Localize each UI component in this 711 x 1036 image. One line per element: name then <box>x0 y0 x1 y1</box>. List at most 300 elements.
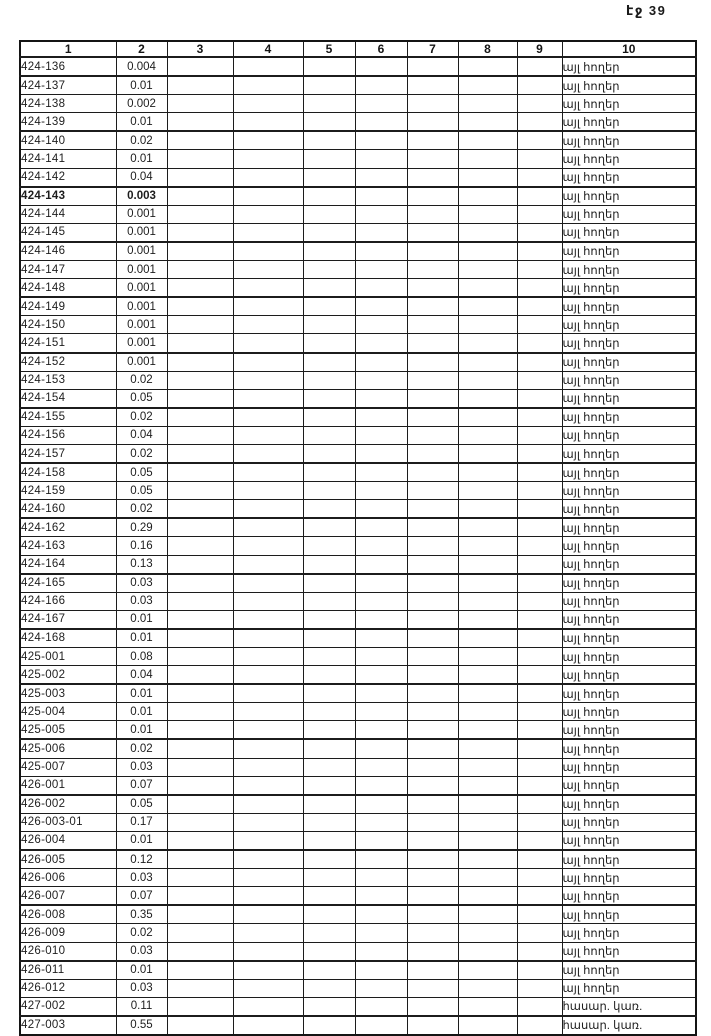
parcel-code-cell: 425-004 <box>20 703 116 721</box>
empty-cell <box>517 574 562 593</box>
empty-cell <box>458 389 517 408</box>
empty-cell <box>303 187 355 206</box>
land-type-cell: այլ հողեր <box>562 463 696 482</box>
empty-cell <box>355 463 407 482</box>
empty-cell <box>355 887 407 906</box>
empty-cell <box>517 482 562 500</box>
table-row <box>20 95 696 113</box>
empty-cell <box>233 113 303 132</box>
empty-cell <box>233 629 303 648</box>
empty-cell <box>355 482 407 500</box>
empty-cell <box>407 813 458 831</box>
empty-cell <box>458 979 517 997</box>
empty-cell <box>355 721 407 740</box>
empty-cell <box>407 131 458 150</box>
empty-cell <box>233 555 303 574</box>
empty-cell <box>233 961 303 980</box>
area-value-cell: 0.01 <box>116 113 167 132</box>
area-value-cell: 0.001 <box>116 223 167 242</box>
column-header-6: 6 <box>355 41 407 57</box>
empty-cell <box>407 482 458 500</box>
empty-cell <box>355 334 407 353</box>
land-type-cell: այլ հողեր <box>562 850 696 869</box>
land-type-cell: այլ հողեր <box>562 223 696 242</box>
table-row <box>20 131 696 150</box>
empty-cell <box>303 316 355 334</box>
land-type-cell: այլ հողեր <box>562 905 696 924</box>
table-row <box>20 57 696 76</box>
empty-cell <box>517 353 562 372</box>
empty-cell <box>458 666 517 685</box>
land-type-cell: այլ հողեր <box>562 316 696 334</box>
empty-cell <box>458 168 517 187</box>
area-value-cell: 0.12 <box>116 850 167 869</box>
table-row <box>20 610 696 629</box>
empty-cell <box>233 776 303 795</box>
empty-cell <box>407 961 458 980</box>
empty-cell <box>458 205 517 223</box>
table-row <box>20 666 696 685</box>
empty-cell <box>303 924 355 942</box>
land-type-cell: այլ հողեր <box>562 371 696 389</box>
area-value-cell: 0.01 <box>116 76 167 95</box>
empty-cell <box>517 831 562 850</box>
empty-cell <box>517 444 562 463</box>
empty-cell <box>407 444 458 463</box>
parcel-code-cell: 424-155 <box>20 408 116 427</box>
empty-cell <box>167 850 233 869</box>
table-row <box>20 795 696 814</box>
empty-cell <box>233 500 303 519</box>
empty-cell <box>517 666 562 685</box>
empty-cell <box>167 242 233 261</box>
empty-cell <box>517 76 562 95</box>
empty-cell <box>458 610 517 629</box>
empty-cell <box>355 131 407 150</box>
empty-cell <box>303 279 355 298</box>
empty-cell <box>167 444 233 463</box>
empty-cell <box>303 242 355 261</box>
empty-cell <box>303 997 355 1016</box>
empty-cell <box>517 961 562 980</box>
parcel-code-cell: 426-006 <box>20 869 116 887</box>
empty-cell <box>517 316 562 334</box>
empty-cell <box>517 95 562 113</box>
land-type-cell: հասար. կառ. <box>562 1016 696 1035</box>
land-type-cell: այլ հողեր <box>562 95 696 113</box>
empty-cell <box>233 426 303 444</box>
parcel-code-cell: 426-007 <box>20 887 116 906</box>
table-row <box>20 205 696 223</box>
empty-cell <box>233 518 303 537</box>
parcel-code-cell: 425-005 <box>20 721 116 740</box>
land-type-cell: այլ հողեր <box>562 648 696 666</box>
land-type-cell: այլ հողեր <box>562 666 696 685</box>
column-header-5: 5 <box>303 41 355 57</box>
empty-cell <box>233 850 303 869</box>
area-value-cell: 0.02 <box>116 371 167 389</box>
table-row <box>20 850 696 869</box>
empty-cell <box>458 223 517 242</box>
empty-cell <box>517 205 562 223</box>
empty-cell <box>303 389 355 408</box>
area-value-cell: 0.001 <box>116 261 167 279</box>
empty-cell <box>167 353 233 372</box>
area-value-cell: 0.01 <box>116 610 167 629</box>
table-row <box>20 887 696 906</box>
table-row <box>20 408 696 427</box>
land-type-cell: այլ հողեր <box>562 500 696 519</box>
empty-cell <box>517 150 562 168</box>
empty-cell <box>355 205 407 223</box>
column-header-8: 8 <box>458 41 517 57</box>
empty-cell <box>303 1016 355 1035</box>
empty-cell <box>458 629 517 648</box>
empty-cell <box>517 997 562 1016</box>
parcel-code-cell: 424-142 <box>20 168 116 187</box>
empty-cell <box>458 76 517 95</box>
empty-cell <box>355 555 407 574</box>
parcel-code-cell: 424-136 <box>20 57 116 76</box>
empty-cell <box>303 334 355 353</box>
parcel-code-cell: 426-002 <box>20 795 116 814</box>
empty-cell <box>355 648 407 666</box>
empty-cell <box>303 518 355 537</box>
empty-cell <box>355 57 407 76</box>
land-type-cell: այլ հողեր <box>562 869 696 887</box>
empty-cell <box>167 482 233 500</box>
table-row <box>20 242 696 261</box>
empty-cell <box>355 371 407 389</box>
table-row <box>20 703 696 721</box>
area-value-cell: 0.05 <box>116 389 167 408</box>
empty-cell <box>355 389 407 408</box>
empty-cell <box>458 334 517 353</box>
empty-cell <box>458 1016 517 1035</box>
empty-cell <box>517 629 562 648</box>
area-value-cell: 0.01 <box>116 721 167 740</box>
empty-cell <box>407 76 458 95</box>
area-value-cell: 0.02 <box>116 444 167 463</box>
empty-cell <box>458 444 517 463</box>
empty-cell <box>407 408 458 427</box>
land-type-cell: այլ հողեր <box>562 776 696 795</box>
empty-cell <box>167 205 233 223</box>
land-type-cell: այլ հողեր <box>562 113 696 132</box>
empty-cell <box>233 334 303 353</box>
empty-cell <box>355 924 407 942</box>
parcel-code-cell: 426-005 <box>20 850 116 869</box>
table-row <box>20 500 696 519</box>
empty-cell <box>355 905 407 924</box>
table-row <box>20 297 696 316</box>
empty-cell <box>517 721 562 740</box>
land-type-cell: այլ հողեր <box>562 242 696 261</box>
empty-cell <box>355 168 407 187</box>
land-type-cell: այլ հողեր <box>562 131 696 150</box>
land-type-cell: այլ հողեր <box>562 942 696 961</box>
column-header-4: 4 <box>233 41 303 57</box>
table-row <box>20 739 696 758</box>
empty-cell <box>407 334 458 353</box>
empty-cell <box>458 795 517 814</box>
table-row <box>20 537 696 555</box>
empty-cell <box>167 758 233 776</box>
parcel-code-cell: 424-153 <box>20 371 116 389</box>
parcel-code-cell: 424-151 <box>20 334 116 353</box>
empty-cell <box>407 150 458 168</box>
parcel-code-cell: 424-138 <box>20 95 116 113</box>
parcel-code-cell: 424-141 <box>20 150 116 168</box>
land-type-cell: այլ հողեր <box>562 76 696 95</box>
table-row <box>20 223 696 242</box>
parcel-code-cell: 424-147 <box>20 261 116 279</box>
parcel-code-cell: 424-164 <box>20 555 116 574</box>
column-header-7: 7 <box>407 41 458 57</box>
empty-cell <box>303 739 355 758</box>
area-value-cell: 0.03 <box>116 574 167 593</box>
land-type-cell: այլ հողեր <box>562 592 696 610</box>
empty-cell <box>458 648 517 666</box>
table-row <box>20 187 696 206</box>
area-value-cell: 0.04 <box>116 426 167 444</box>
empty-cell <box>167 279 233 298</box>
parcel-code-cell: 427-002 <box>20 997 116 1016</box>
area-value-cell: 0.02 <box>116 408 167 427</box>
table-row <box>20 113 696 132</box>
parcel-code-cell: 424-157 <box>20 444 116 463</box>
empty-cell <box>233 57 303 76</box>
empty-cell <box>303 205 355 223</box>
empty-cell <box>233 168 303 187</box>
empty-cell <box>517 942 562 961</box>
empty-cell <box>355 1016 407 1035</box>
empty-cell <box>407 297 458 316</box>
empty-cell <box>167 592 233 610</box>
empty-cell <box>233 261 303 279</box>
empty-cell <box>233 131 303 150</box>
empty-cell <box>407 997 458 1016</box>
empty-cell <box>407 518 458 537</box>
area-value-cell: 0.001 <box>116 316 167 334</box>
table-row <box>20 334 696 353</box>
empty-cell <box>355 150 407 168</box>
area-value-cell: 0.01 <box>116 629 167 648</box>
empty-cell <box>233 444 303 463</box>
parcel-code-cell: 426-010 <box>20 942 116 961</box>
empty-cell <box>233 666 303 685</box>
empty-cell <box>167 703 233 721</box>
empty-cell <box>355 353 407 372</box>
land-type-cell: այլ հողեր <box>562 721 696 740</box>
empty-cell <box>407 389 458 408</box>
parcel-code-cell: 424-146 <box>20 242 116 261</box>
empty-cell <box>167 297 233 316</box>
land-type-cell: այլ հողեր <box>562 813 696 831</box>
empty-cell <box>458 831 517 850</box>
empty-cell <box>355 113 407 132</box>
table-row <box>20 150 696 168</box>
empty-cell <box>233 831 303 850</box>
empty-cell <box>355 629 407 648</box>
empty-cell <box>167 924 233 942</box>
empty-cell <box>407 776 458 795</box>
empty-cell <box>303 131 355 150</box>
parcel-code-cell: 425-001 <box>20 648 116 666</box>
empty-cell <box>167 150 233 168</box>
empty-cell <box>303 795 355 814</box>
parcel-code-cell: 426-001 <box>20 776 116 795</box>
empty-cell <box>458 592 517 610</box>
table-row <box>20 463 696 482</box>
empty-cell <box>303 463 355 482</box>
empty-cell <box>407 739 458 758</box>
empty-cell <box>167 648 233 666</box>
parcel-code-cell: 424-160 <box>20 500 116 519</box>
empty-cell <box>233 316 303 334</box>
empty-cell <box>458 518 517 537</box>
parcel-code-cell: 424-139 <box>20 113 116 132</box>
parcel-code-cell: 424-149 <box>20 297 116 316</box>
area-value-cell: 0.05 <box>116 463 167 482</box>
table-row <box>20 316 696 334</box>
empty-cell <box>517 703 562 721</box>
land-type-cell: այլ հողեր <box>562 334 696 353</box>
table-row <box>20 648 696 666</box>
empty-cell <box>458 997 517 1016</box>
empty-cell <box>458 426 517 444</box>
empty-cell <box>517 261 562 279</box>
empty-cell <box>355 187 407 206</box>
table-row <box>20 353 696 372</box>
page-number-label: էջ 39 <box>626 3 667 18</box>
parcel-code-cell: 424-166 <box>20 592 116 610</box>
empty-cell <box>407 758 458 776</box>
parcel-code-cell: 426-004 <box>20 831 116 850</box>
empty-cell <box>407 629 458 648</box>
table-row <box>20 997 696 1016</box>
empty-cell <box>458 150 517 168</box>
empty-cell <box>167 739 233 758</box>
empty-cell <box>407 463 458 482</box>
column-header-1: 1 <box>20 41 116 57</box>
empty-cell <box>517 592 562 610</box>
empty-cell <box>233 187 303 206</box>
empty-cell <box>303 610 355 629</box>
empty-cell <box>407 95 458 113</box>
empty-cell <box>407 168 458 187</box>
empty-cell <box>233 813 303 831</box>
empty-cell <box>355 444 407 463</box>
empty-cell <box>167 537 233 555</box>
empty-cell <box>407 795 458 814</box>
empty-cell <box>233 389 303 408</box>
area-value-cell: 0.03 <box>116 979 167 997</box>
empty-cell <box>303 426 355 444</box>
land-type-cell: այլ հողեր <box>562 279 696 298</box>
empty-cell <box>233 684 303 703</box>
area-value-cell: 0.05 <box>116 482 167 500</box>
empty-cell <box>167 629 233 648</box>
empty-cell <box>407 57 458 76</box>
empty-cell <box>517 739 562 758</box>
empty-cell <box>303 297 355 316</box>
empty-cell <box>458 555 517 574</box>
empty-cell <box>517 279 562 298</box>
parcel-code-cell: 425-003 <box>20 684 116 703</box>
empty-cell <box>458 758 517 776</box>
empty-cell <box>517 905 562 924</box>
empty-cell <box>303 555 355 574</box>
empty-cell <box>167 610 233 629</box>
empty-cell <box>167 795 233 814</box>
empty-cell <box>458 316 517 334</box>
table-row <box>20 371 696 389</box>
empty-cell <box>458 739 517 758</box>
table-row <box>20 76 696 95</box>
empty-cell <box>303 223 355 242</box>
table-row <box>20 168 696 187</box>
land-type-cell: այլ հողեր <box>562 610 696 629</box>
land-type-cell: այլ հողեր <box>562 924 696 942</box>
empty-cell <box>233 223 303 242</box>
empty-cell <box>355 869 407 887</box>
empty-cell <box>355 831 407 850</box>
empty-cell <box>517 684 562 703</box>
empty-cell <box>458 57 517 76</box>
empty-cell <box>355 242 407 261</box>
empty-cell <box>458 850 517 869</box>
empty-cell <box>233 758 303 776</box>
area-value-cell: 0.03 <box>116 942 167 961</box>
empty-cell <box>355 223 407 242</box>
empty-cell <box>167 500 233 519</box>
land-type-cell: այլ հողեր <box>562 518 696 537</box>
land-type-cell: այլ հողեր <box>562 205 696 223</box>
table-row <box>20 1016 696 1035</box>
empty-cell <box>458 187 517 206</box>
parcel-code-cell: 424-165 <box>20 574 116 593</box>
empty-cell <box>407 850 458 869</box>
empty-cell <box>303 537 355 555</box>
area-value-cell: 0.02 <box>116 924 167 942</box>
table-row <box>20 389 696 408</box>
empty-cell <box>517 924 562 942</box>
empty-cell <box>303 850 355 869</box>
parcel-code-cell: 424-140 <box>20 131 116 150</box>
empty-cell <box>407 610 458 629</box>
area-value-cell: 0.16 <box>116 537 167 555</box>
empty-cell <box>355 95 407 113</box>
empty-cell <box>303 813 355 831</box>
land-type-cell: այլ հողեր <box>562 758 696 776</box>
empty-cell <box>233 739 303 758</box>
empty-cell <box>167 316 233 334</box>
empty-cell <box>303 684 355 703</box>
parcel-code-cell: 424-150 <box>20 316 116 334</box>
empty-cell <box>407 574 458 593</box>
empty-cell <box>303 76 355 95</box>
empty-cell <box>167 57 233 76</box>
empty-cell <box>303 758 355 776</box>
empty-cell <box>233 537 303 555</box>
land-type-cell: այլ հողեր <box>562 150 696 168</box>
empty-cell <box>233 1016 303 1035</box>
empty-cell <box>303 961 355 980</box>
empty-cell <box>407 703 458 721</box>
empty-cell <box>233 924 303 942</box>
land-type-cell: այլ հողեր <box>562 444 696 463</box>
